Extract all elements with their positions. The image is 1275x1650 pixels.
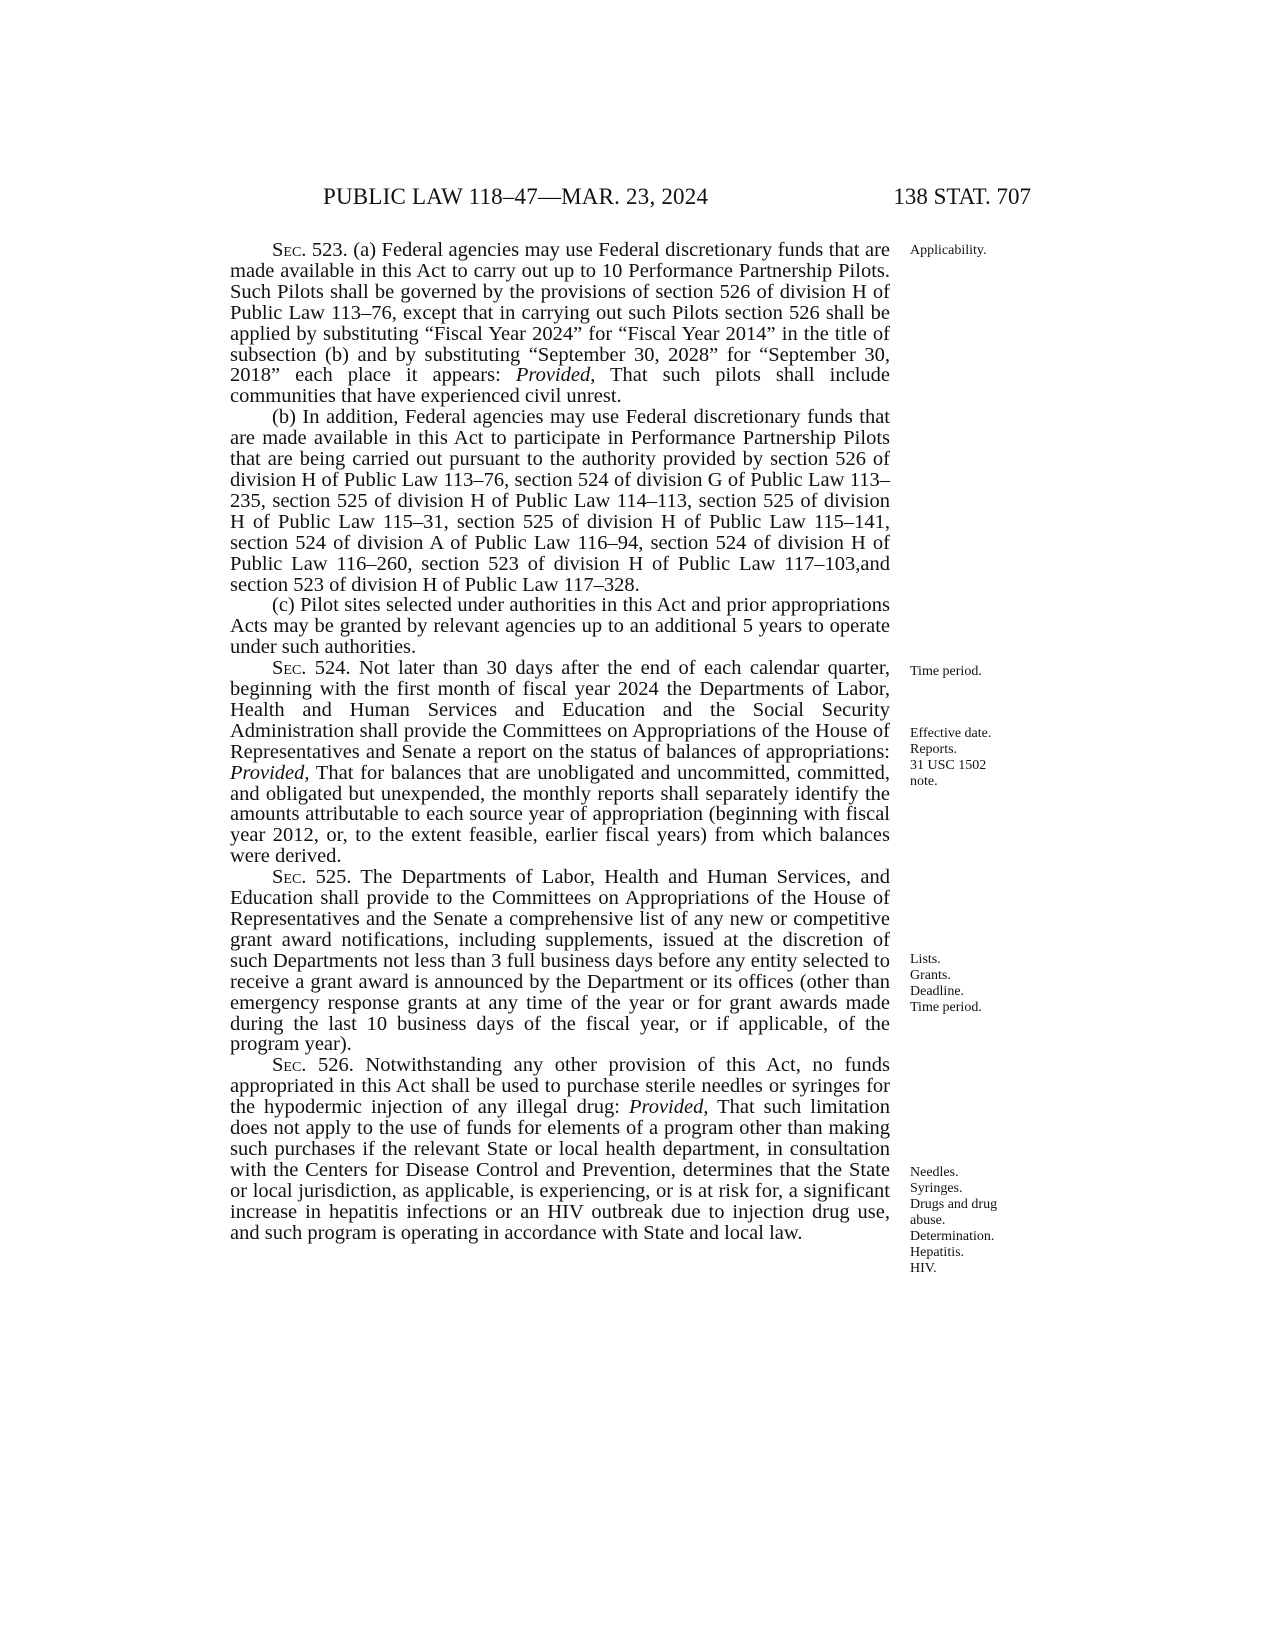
- margin-note-line: Deadline.: [910, 984, 965, 999]
- section-text: That for balances that are unobligated and uncommitted, committed, and obligated but unexpended, the monthly reports shall separately identify the amounts attributable to each source year of appropriation (beginning with fiscal year 2012, or, to the extent feasible, earlier fiscal years) from which balances were derived.: [230, 761, 890, 868]
- sec-label: Sec.: [272, 657, 307, 680]
- margin-note-line: note.: [910, 774, 938, 789]
- margin-note-line: Grants.: [910, 968, 951, 983]
- section-525: [230, 867, 890, 1055]
- section-text: 525. The Departments of Labor, Health and Human Services, and Education shall provide to the Committees on Appropriations of the House of Representatives and the Senate a comprehensive list of any new or competitive grant award notifications, including supplements, issued at the discretion of such Departments not less than 3 full business days before any entity selected to receive a grant award is announced by the Department or its offices (other than emergency response grants at any time of the year or for grant awards made during the last 10 business days of the fiscal year, or if applicable, of the program year).: [230, 866, 890, 1056]
- margin-note-line: Time period.: [910, 1000, 982, 1015]
- provided-text: Provided,: [628, 1096, 709, 1119]
- margin-note-line: Reports.: [910, 742, 958, 757]
- page-title: PUBLIC LAW 118–47—MAR. 23, 2024: [323, 184, 709, 209]
- sec-label: Sec.: [272, 1054, 307, 1077]
- provided-text: Provided: [515, 364, 591, 387]
- margin-note-time-period: [910, 664, 1050, 680]
- provided-text: Provided,: [230, 761, 310, 784]
- margin-note-line: Lists.: [910, 952, 941, 967]
- margin-note-line: abuse.: [910, 1213, 946, 1228]
- margin-note-line: Applicability.: [910, 243, 987, 258]
- margin-note-applicability: [910, 243, 1050, 259]
- margin-note-reports: [910, 726, 1050, 790]
- stat-page-number: 138 STAT. 707: [893, 184, 1031, 209]
- margin-note-line: 31 USC 1502: [910, 758, 987, 773]
- margin-note-line: Syringes.: [910, 1181, 963, 1196]
- section-523-c: (c) Pilot sites selected under authorities in this Act and prior appropriations Acts may be granted by relevant agencies up to an additional 5 years to operate under such authorities.: [230, 594, 890, 659]
- section-523-b: (b) In addition, Federal agencies may use Federal discretionary funds that are made available in this Act to participate in Performance Partnership Pilots that are being carried out pursuant to the authority provided by section 526 of division H of Public Law 113–76, section 524 of division G of Public Law 113–235, section 525 of division H of Public Law 114–113, section 525 of division H of Public Law 115–31, section 525 of division H of Public Law 115–141, section 524 of division A of Public Law 116–94, section 524 of division H of Public Law 116–260, section 523 of division H of Public Law 117–103,and section 523 of division H of Public Law 117–328.: [230, 406, 890, 596]
- margin-note-line: Determination.: [910, 1229, 995, 1244]
- section-text: That such limitation does not apply to the use of funds for elements of a program other than making such purchases if the relevant State or local health department, in consultation with the Centers for Disease Control and Prevention, determines that the State or local jurisdiction, as applicable, is experiencing, or is at risk for, a significant increase in hepatitis infections or an HIV outbreak due to injection drug use, and such program is operating in accordance with State and local law.: [230, 1096, 890, 1244]
- section-523-a: [230, 240, 890, 407]
- sec-label: Sec.: [272, 239, 307, 261]
- margin-note-line: Time period.: [910, 664, 982, 679]
- sec-label: Sec.: [272, 866, 307, 889]
- margin-note-needles: [910, 1165, 1050, 1277]
- section-text: 523. (a) Federal agencies may use Federal discretionary funds that are made available in this Act to carry out up to 10 Performance Partnership Pilots. Such Pilots shall be governed by the provisions of section 526 of division H of Public Law 113–76, except that in carrying out such Pilots section 526 shall be applied by substituting “Fiscal Year 2024” for “Fiscal Year 2014” in the title of subsection (b) and by substituting “September 30, 2028” for “September 30, 2018” each place it appears:: [230, 239, 890, 387]
- main-text: [230, 240, 890, 1244]
- margin-note-line: HIV.: [910, 1261, 937, 1276]
- margin-note-line: Effective date.: [910, 726, 992, 741]
- section-text: , That such pilots shall include communities that have experienced civil unrest.: [230, 364, 890, 408]
- section-text: 524. Not later than 30 days after the end of each calendar quarter, beginning with the first month of fiscal year 2024 the Departments of Labor, Health and Human Services and Education and the Social Security Administration shall provide the Committees on Appropriations of the House of Representatives and Senate a report on the status of balances of appropriations:: [230, 657, 890, 763]
- margin-note-line: Drugs and drug: [910, 1197, 998, 1212]
- section-text: 526. Notwithstanding any other provision of this Act, no funds appropriated in this Act shall be used to purchase sterile needles or syringes for the hypodermic injection of any illegal drug:: [230, 1054, 890, 1119]
- margin-note-grants: [910, 952, 1050, 1016]
- margin-note-line: Needles.: [910, 1165, 959, 1180]
- section-524: [230, 658, 890, 867]
- margin-note-line: Hepatitis.: [910, 1245, 965, 1260]
- section-526: [230, 1055, 890, 1243]
